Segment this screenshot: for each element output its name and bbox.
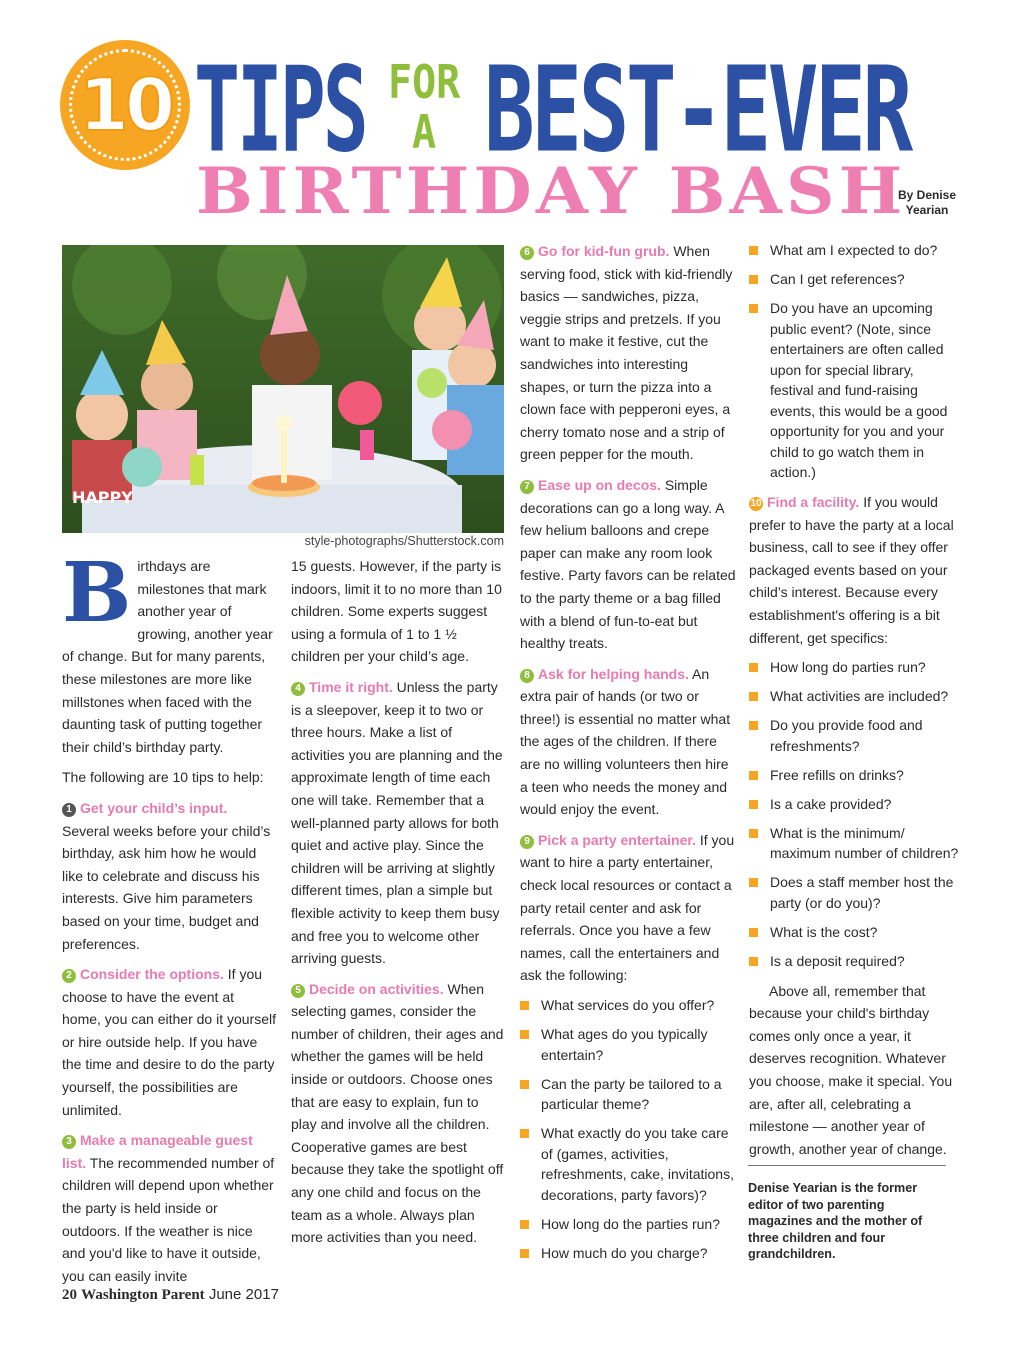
tip-number-6: 6 [520,246,534,260]
tip-title-8: Ask for helping hands. [538,665,689,682]
tip-title-9: Pick a party entertainer. [538,831,696,848]
tip-title-3: Make a manageable guest list. [62,1132,253,1171]
drop-cap: B [62,545,132,641]
title-for: FOR [388,56,461,110]
tip-title-5: Decide on activities. [309,980,444,997]
tip-3 [62,1129,276,1287]
list-item: Is a deposit required? [749,951,961,972]
tip-number-1: 1 [62,803,76,817]
list-item: Do you have an upcoming public event? (Note, since entertainers are often called upon for special library, festival and fund-raising events, this would be a good opportunity for you and your child to go watch them in action.) [749,298,961,483]
tip-title-7: Ease up on decos. [538,476,661,493]
tip-title-4: Time it right. [309,678,393,695]
tip-4 [291,676,505,970]
tip-title-2: Consider the options. [80,966,224,983]
column-2 [291,555,505,1257]
list-item: Does a staff member host the party (or do you)? [749,872,961,913]
tip-number-8: 8 [520,669,534,683]
photo-credit: style-photographs/Shutterstock.com [304,534,504,548]
list-item: Is a cake provided? [749,794,961,815]
tip-2 [62,963,276,1121]
title-birthday-bash: BIRTHDAY BASH [196,154,907,229]
party-photo-illustration [62,245,504,533]
tip-body-9: If you want to hire a party entertainer, check local resources or contact a party retail center and ask for referrals. Once you have a few names, call the entertainers and ask the following: [520,831,735,984]
tip-number-9: 9 [520,835,534,849]
badge-number: 10 [78,63,172,147]
tip-body-7: Simple decorations can go a long way. A few helium balloons and crepe paper can make any room look festive. Party favors can be related to the party theme or a bag filled with a blend of fun-to-eat but healthy treats. [520,476,736,652]
list-item: What ages do you typically entertain? [520,1024,736,1065]
magazine-name: Washington Parent [81,1287,205,1303]
entertainer-questions-list [520,995,736,1263]
tip-body-2: If you choose to have the event at home, you can either do it yourself or hire outside help. If you have the time and desire to do the party yourself, the possibilities are unlimited. [62,966,277,1118]
tip-body-4: Unless the party is a sleepover, keep it to two or three hours. Make a list of activities you are planning and the approximate length of time each one will take. Remember that a well-planned party allows for both quiet and active play. Since the children will be arriving at slightly different times, plan a simple but flexible activity to keep them busy and free you to welcome other arriving guests. [291,678,503,967]
tip-10 [749,491,961,649]
list-item: How much do you charge? [520,1243,736,1264]
closing-paragraph: Above all, remember that because your child's birthday comes only once a year, it deserves recognition. Whatever you choose, make it special. You are, after all, celebrating a milestone — another year of growth, another year of change. [749,982,953,1157]
page-footer [62,1286,279,1304]
list-item: What activities are included? [749,686,961,707]
tip-body-10: If you would prefer to have the party at a local business, call to see if they offer packaged events based on your child’s interest. Because every establishment's offering is a bit different, get specifics: [749,494,954,646]
tip-6 [520,240,736,466]
intro-paragraph [62,545,276,758]
list-item: What is the cost? [749,922,961,943]
bio-divider [748,1165,946,1166]
tip-body-1: Several weeks before your child’s birthday, ask him how he would like to celebrate and discuss his interests. Give him parameters based on your time, budget and preferences. [62,822,271,952]
intro-text: irthdays are milestones that mark another year of growing, another year of change. But for many parents, these milestones are more like millstones when faced with the daunting task of putting together their child’s birthday party. [62,558,273,755]
tip-number-5: 5 [291,984,305,998]
byline [897,188,957,218]
tip-1 [62,797,276,955]
list-item: Can the party be tailored to a particular theme? [520,1074,736,1115]
byline-line1: By Denise [897,188,957,202]
tip-7 [520,474,736,655]
tip-title-10: Find a facility. [767,494,860,510]
list-item: Can I get references? [749,269,961,290]
title-best-ever: BEST-EVER [484,42,910,180]
tip-number-7: 7 [520,480,534,494]
tip-title-1: Get your child’s input. [80,799,228,816]
tip-number-2: 2 [62,969,76,983]
party-photo [62,245,504,533]
list-item: What exactly do you take care of (games, activities, refreshments, cake, invitations, decorations, party favors)? [520,1123,736,1205]
list-item: What is the minimum/ maximum number of children? [749,823,961,864]
tip-9 [520,829,736,987]
tip-body-6: When serving food, stick with kid-friendly basics — sandwiches, pizza, veggie strips and pretzels. If you want to make it festive, cut the sandwiches into interesting shapes, or turn the pizza into a clown face with pepperoni eyes, a cherry tomato nose and a strip of green pepper for the mouth. [520,243,733,463]
title-a: A [412,106,437,160]
tip-number-3: 3 [62,1135,76,1149]
tip-body-5: When selecting games, consider the number of children, their ages and whether the games will be held inside or outdoors. Choose ones that are easy to explain, fun to play and involve all the children. Cooperative games are best because they take the spotlight off any one child and focus on the team as a whole. Always plan more activities than you need. [291,980,504,1246]
list-item: Free refills on drinks? [749,765,961,786]
tip-8 [520,663,736,821]
column-3 [520,240,736,1272]
number-badge [60,40,190,170]
list-item: What am I expected to do? [749,240,961,261]
tip-number-10: 10 [750,498,762,509]
tip-body-3: The recommended number of children will depend upon whether the party is held inside or outdoors. If the weather is nice and you'd like to have it outside, you can easily invite [62,1154,275,1284]
intro-lead: The following are 10 tips to help: [62,769,264,786]
title-tips: TIPS [194,42,366,180]
list-item: How long do the parties run? [520,1214,736,1235]
page-number: 20 [62,1287,77,1303]
column-4 [749,240,961,1168]
list-item: What services do you offer? [520,995,736,1016]
tip-title-6: Go for kid-fun grub. [538,243,670,259]
tip-5 [291,978,505,1249]
column-1 [62,545,277,1295]
issue-date: June 2017 [208,1286,279,1303]
list-item: How long do parties run? [749,657,961,678]
tip-body-8: An extra pair of hands (or two or three!) is essential no matter what the ages of the children. If there are no willing volunteers then hire a teen who needs the money and would enjoy the event. [520,665,731,818]
list-item: Do you provide food and refreshments? [749,715,961,756]
facility-questions-list [749,657,961,971]
tip-number-4: 4 [291,682,305,696]
entertainer-questions-continued [749,240,961,483]
tablecloth-text: HAPPY [72,488,133,507]
author-bio: Denise Yearian is the former editor of two parenting magazines and the mother of three children and four grandchildren. [748,1181,923,1261]
tip-3-continued: 15 guests. However, if the party is indoors, limit it to no more than 10 children. Some experts suggest using a formula of 1 to 1 ½ children per your child’s age. [291,558,502,665]
byline-line2: Yearian [905,203,949,217]
